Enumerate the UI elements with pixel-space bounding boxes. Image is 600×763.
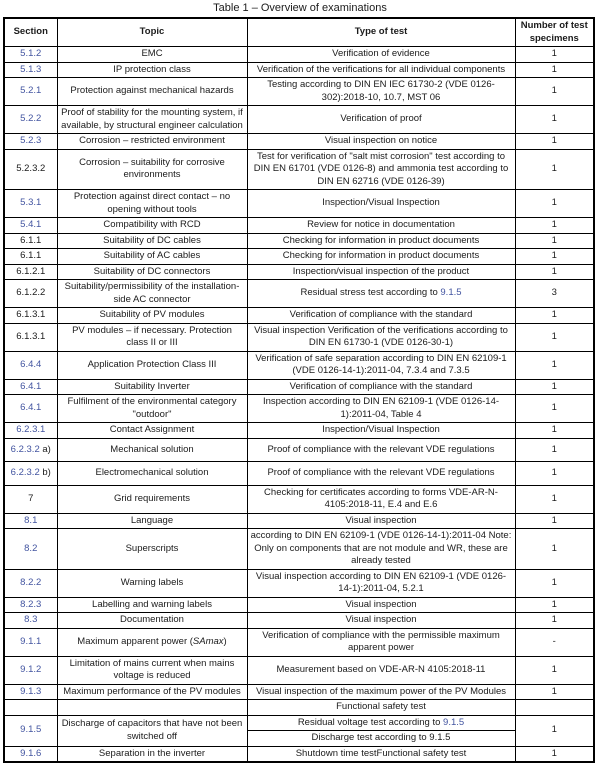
specimens-cell: 1 bbox=[515, 613, 594, 629]
examinations-tbody bbox=[4, 47, 594, 763]
type-of-test-cell: Checking for information in product documents bbox=[247, 249, 515, 265]
specimens-cell: 1 bbox=[515, 715, 594, 746]
section-cell bbox=[4, 47, 57, 63]
section-cell: 6.2.3.2 a) bbox=[4, 438, 57, 462]
type-of-test-cell: Proof of compliance with the relevant VDE regulations bbox=[247, 438, 515, 462]
topic-cell: Contact Assignment bbox=[57, 423, 247, 439]
type-of-test-cell: Visual inspection on notice bbox=[247, 134, 515, 150]
topic-cell: Separation in the inverter bbox=[57, 746, 247, 762]
section-cell bbox=[4, 684, 57, 700]
section-cell bbox=[4, 746, 57, 762]
specimens-cell: 1 bbox=[515, 249, 594, 265]
topic-cell: EMC bbox=[57, 47, 247, 63]
section-ref-link[interactable]: 8.2.3 bbox=[20, 598, 42, 610]
section-ref-link[interactable]: 5.2.1 bbox=[20, 85, 42, 97]
section-cell: 5.2.3.2 bbox=[4, 149, 57, 190]
section-cell bbox=[4, 218, 57, 234]
specimens-cell: 1 bbox=[515, 47, 594, 63]
type-of-test-cell: Checking for information in product documents bbox=[247, 233, 515, 249]
table-row bbox=[4, 715, 594, 731]
section-ref-link[interactable]: 8.3 bbox=[24, 614, 38, 625]
topic-cell: Corrosion – restricted environment bbox=[57, 134, 247, 150]
type-of-test-cell: Inspection according to DIN EN 62109-1 (VDE 0126-14-1):2011-04, Table 4 bbox=[247, 395, 515, 423]
section-ref-link[interactable]: 9.1.2 bbox=[20, 663, 42, 675]
type-of-test-cell: Inspection/visual inspection of the product bbox=[247, 264, 515, 280]
section-ref-link[interactable]: 6.4.4 bbox=[20, 358, 42, 370]
section-ref-link[interactable]: 8.2.2 bbox=[20, 576, 42, 588]
topic-cell: Warning labels bbox=[57, 569, 247, 597]
header-topic: Topic bbox=[57, 18, 247, 47]
section-ref-link[interactable]: 5.1.2 bbox=[20, 48, 42, 59]
type-of-test-cell: Verification of the verifications for all individual components bbox=[247, 62, 515, 78]
section-ref-link[interactable]: 9.1.5 bbox=[440, 287, 462, 299]
type-of-test-cell: Residual stress test according to 9.1.5 bbox=[247, 280, 515, 308]
section-cell: 6.1.1 bbox=[4, 233, 57, 249]
section-cell bbox=[4, 613, 57, 629]
specimens-cell: 1 bbox=[515, 395, 594, 423]
topic-cell: Application Protection Class III bbox=[57, 351, 247, 379]
section-cell: 6.1.3.1 bbox=[4, 308, 57, 324]
topic-cell: Superscripts bbox=[57, 529, 247, 570]
topic-cell: Electromechanical solution bbox=[57, 462, 247, 486]
specimens-cell: 1 bbox=[515, 684, 594, 700]
section-cell: 6.1.1 bbox=[4, 249, 57, 265]
table-row bbox=[4, 249, 594, 265]
table-header bbox=[4, 18, 594, 47]
specimens-cell: 1 bbox=[515, 190, 594, 218]
table-row bbox=[4, 47, 594, 63]
specimens-cell: 1 bbox=[515, 423, 594, 439]
section-cell bbox=[4, 628, 57, 656]
table-row bbox=[4, 746, 594, 762]
type-of-test-cell: Visual inspection bbox=[247, 613, 515, 629]
section-ref-link[interactable]: 9.1.3 bbox=[20, 685, 42, 697]
section-cell bbox=[4, 106, 57, 134]
specimens-cell: 1 bbox=[515, 597, 594, 613]
header-section: Section bbox=[4, 18, 57, 47]
type-of-test-cell: Visual inspection according to DIN EN 62109-1 (VDE 0126-14-1):2011-04, 5.2.1 bbox=[247, 569, 515, 597]
specimens-cell: - bbox=[515, 628, 594, 656]
specimens-cell: 1 bbox=[515, 134, 594, 150]
type-of-test-cell: Functional safety test bbox=[247, 700, 515, 716]
section-ref-link[interactable]: 6.4.1 bbox=[20, 402, 42, 414]
header-number-of-specimens: Number of test specimens bbox=[515, 18, 594, 47]
topic-cell: Grid requirements bbox=[57, 485, 247, 513]
topic-cell: Corrosion – suitability for corrosive environments bbox=[57, 149, 247, 190]
section-ref-link[interactable]: 8.1 bbox=[24, 514, 38, 526]
type-of-test-cell: Verification of safe separation according to DIN EN 62109-1 (VDE 0126-14-1):2011-04, 7.3.4 and 7.3.5 bbox=[247, 351, 515, 379]
specimens-cell: 1 bbox=[515, 308, 594, 324]
table-row bbox=[4, 656, 594, 684]
topic-cell: Mechanical solution bbox=[57, 438, 247, 462]
section-ref-link[interactable]: 9.1.6 bbox=[20, 747, 42, 759]
table-row bbox=[4, 106, 594, 134]
specimens-cell: 1 bbox=[515, 746, 594, 762]
specimens-cell: 1 bbox=[515, 149, 594, 190]
section-cell bbox=[4, 78, 57, 106]
topic-cell: Documentation bbox=[57, 613, 247, 629]
table-row bbox=[4, 423, 594, 439]
header-type-of-test: Type of test bbox=[247, 18, 515, 47]
section-ref-link[interactable]: 8.2 bbox=[24, 542, 38, 554]
section-ref-link[interactable]: 5.1.3 bbox=[20, 63, 42, 75]
section-cell: 6.1.3.1 bbox=[4, 323, 57, 351]
topic-cell: Suitability Inverter bbox=[57, 379, 247, 395]
type-of-test-cell: Shutdown time testFunctional safety test bbox=[247, 746, 515, 762]
section-ref-link[interactable]: 9.1.5 bbox=[443, 716, 465, 728]
topic-cell: Labelling and warning labels bbox=[57, 597, 247, 613]
topic-cell: Suitability of DC connectors bbox=[57, 264, 247, 280]
topic-cell bbox=[57, 700, 247, 716]
topic-cell: Proof of stability for the mounting system, if available, by structural engineer calculation bbox=[57, 106, 247, 134]
table-row bbox=[4, 569, 594, 597]
table-row bbox=[4, 529, 594, 570]
section-ref-link[interactable]: 5.2.3 bbox=[20, 135, 42, 146]
type-of-test-cell: Visual inspection of the maximum power of the PV Modules bbox=[247, 684, 515, 700]
specimens-cell: 1 bbox=[515, 62, 594, 78]
section-cell: 6.1.2.1 bbox=[4, 264, 57, 280]
type-of-test-cell: Visual inspection bbox=[247, 513, 515, 529]
section-cell bbox=[4, 597, 57, 613]
specimens-cell: 1 bbox=[515, 233, 594, 249]
section-cell bbox=[4, 134, 57, 150]
specimens-cell: 1 bbox=[515, 438, 594, 462]
table-row bbox=[4, 62, 594, 78]
table-row bbox=[4, 684, 594, 700]
type-of-test-cell: Visual inspection bbox=[247, 597, 515, 613]
table-row bbox=[4, 78, 594, 106]
type-of-test-cell: Test for verification of "salt mist corrosion" test according to DIN EN 61701 (VDE 0126-8) and ammonia test according to DIN EN 62716 (VDE 0126-39) bbox=[247, 149, 515, 190]
section-ref-link[interactable]: 6.2.3.1 bbox=[16, 424, 46, 435]
table-row bbox=[4, 323, 594, 351]
topic-cell: Suitability of AC cables bbox=[57, 249, 247, 265]
type-of-test-cell: Verification of evidence bbox=[247, 47, 515, 63]
type-of-test-cell: Discharge test according to 9.1.5 bbox=[247, 731, 515, 747]
topic-cell: Limitation of mains current when mains voltage is reduced bbox=[57, 656, 247, 684]
section-ref-link[interactable]: 6.2.3.2 bbox=[10, 467, 40, 478]
table-row bbox=[4, 134, 594, 150]
type-of-test-cell: Verification of compliance with the standard bbox=[247, 379, 515, 395]
topic-cell: Discharge of capacitors that have not been switched off bbox=[57, 715, 247, 746]
table-row bbox=[4, 462, 594, 486]
topic-cell: Suitability of DC cables bbox=[57, 233, 247, 249]
type-of-test-cell: Testing according to DIN EN IEC 61730-2 (VDE 0126-302):2018-10, 10.7, MST 06 bbox=[247, 78, 515, 106]
specimens-cell: 1 bbox=[515, 106, 594, 134]
topic-cell: Maximum apparent power (SAmax) bbox=[57, 628, 247, 656]
topic-cell: Language bbox=[57, 513, 247, 529]
type-of-test-cell: Measurement based on VDE-AR-N 4105:2018-11 bbox=[247, 656, 515, 684]
topic-cell: Fulfilment of the environmental category "outdoor" bbox=[57, 395, 247, 423]
table-row bbox=[4, 264, 594, 280]
section-cell bbox=[4, 529, 57, 570]
section-cell bbox=[4, 379, 57, 395]
table-row bbox=[4, 438, 594, 462]
topic-cell: Suitability of PV modules bbox=[57, 308, 247, 324]
section-cell: 6.2.3.2 b) bbox=[4, 462, 57, 486]
type-of-test-cell: Verification of proof bbox=[247, 106, 515, 134]
table-row bbox=[4, 485, 594, 513]
section-cell bbox=[4, 656, 57, 684]
topic-cell: Protection against mechanical hazards bbox=[57, 78, 247, 106]
section-ref-link[interactable]: 9.1.5 bbox=[20, 724, 42, 736]
table-row bbox=[4, 351, 594, 379]
specimens-cell: 1 bbox=[515, 529, 594, 570]
header-row bbox=[4, 18, 594, 47]
table-row bbox=[4, 628, 594, 656]
topic-cell: PV modules – if necessary. Protection class II or III bbox=[57, 323, 247, 351]
type-of-test-cell: Review for notice in documentation bbox=[247, 218, 515, 234]
section-ref-link[interactable]: 5.4.1 bbox=[20, 219, 42, 230]
specimens-cell: 1 bbox=[515, 323, 594, 351]
specimens-cell: 1 bbox=[515, 462, 594, 486]
specimens-cell: 1 bbox=[515, 218, 594, 234]
topic-cell: Suitability/permissibility of the installation-side AC connector bbox=[57, 280, 247, 308]
table-row bbox=[4, 308, 594, 324]
specimens-cell: 3 bbox=[515, 280, 594, 308]
type-of-test-cell: according to DIN EN 62109-1 (VDE 0126-14-1):2011-04 Note: Only on components that are not module and WR, these are already tested bbox=[247, 529, 515, 570]
topic-cell: Maximum performance of the PV modules bbox=[57, 684, 247, 700]
section-ref-link[interactable]: 5.3.1 bbox=[20, 197, 42, 209]
specimens-cell: 1 bbox=[515, 264, 594, 280]
topic-cell: Compatibility with RCD bbox=[57, 218, 247, 234]
table-row bbox=[4, 395, 594, 423]
table-row bbox=[4, 280, 594, 308]
table-row bbox=[4, 233, 594, 249]
section-cell bbox=[4, 569, 57, 597]
topic-cell: IP protection class bbox=[57, 62, 247, 78]
section-cell bbox=[4, 190, 57, 218]
table-row bbox=[4, 190, 594, 218]
section-cell bbox=[4, 715, 57, 746]
table-caption: Table 1 – Overview of examinations bbox=[213, 2, 387, 14]
section-cell bbox=[4, 395, 57, 423]
specimens-cell: 1 bbox=[515, 569, 594, 597]
specimens-cell: 1 bbox=[515, 351, 594, 379]
table-row bbox=[4, 379, 594, 395]
table-row bbox=[4, 613, 594, 629]
type-of-test-cell: Residual voltage test according to 9.1.5 bbox=[247, 715, 515, 731]
section-ref-link[interactable]: 5.2.2 bbox=[20, 113, 42, 125]
section-cell bbox=[4, 351, 57, 379]
section-cell: 6.1.2.2 bbox=[4, 280, 57, 308]
type-of-test-cell: Checking for certificates according to forms VDE-AR-N-4105:2018-11, E.4 and E.6 bbox=[247, 485, 515, 513]
type-of-test-cell: Visual inspection Verification of the verifications according to DIN EN 61730-1 (VDE 0126-30-1) bbox=[247, 323, 515, 351]
specimens-cell: 1 bbox=[515, 78, 594, 106]
section-cell bbox=[4, 700, 57, 716]
specimens-cell: 1 bbox=[515, 656, 594, 684]
specimens-cell bbox=[515, 700, 594, 716]
table-row bbox=[4, 218, 594, 234]
type-of-test-cell: Inspection/Visual Inspection bbox=[247, 423, 515, 439]
specimens-cell: 1 bbox=[515, 379, 594, 395]
type-of-test-cell: Inspection/Visual Inspection bbox=[247, 190, 515, 218]
section-ref-link[interactable]: 9.1.1 bbox=[20, 635, 42, 647]
section-cell bbox=[4, 423, 57, 439]
section-cell: 7 bbox=[4, 485, 57, 513]
section-cell bbox=[4, 62, 57, 78]
examinations-table bbox=[3, 17, 595, 763]
specimens-cell: 1 bbox=[515, 513, 594, 529]
section-cell bbox=[4, 513, 57, 529]
type-of-test-cell: Proof of compliance with the relevant VDE regulations bbox=[247, 462, 515, 486]
table-row bbox=[4, 597, 594, 613]
table-row bbox=[4, 149, 594, 190]
type-of-test-cell: Verification of compliance with the standard bbox=[247, 308, 515, 324]
section-ref-link[interactable]: 6.4.1 bbox=[20, 380, 42, 392]
table-row bbox=[4, 513, 594, 529]
type-of-test-cell: Verification of compliance with the permissible maximum apparent power bbox=[247, 628, 515, 656]
section-ref-link[interactable]: 6.2.3.2 bbox=[10, 443, 40, 455]
table-row bbox=[4, 700, 594, 716]
specimens-cell: 1 bbox=[515, 485, 594, 513]
topic-cell: Protection against direct contact – no opening without tools bbox=[57, 190, 247, 218]
